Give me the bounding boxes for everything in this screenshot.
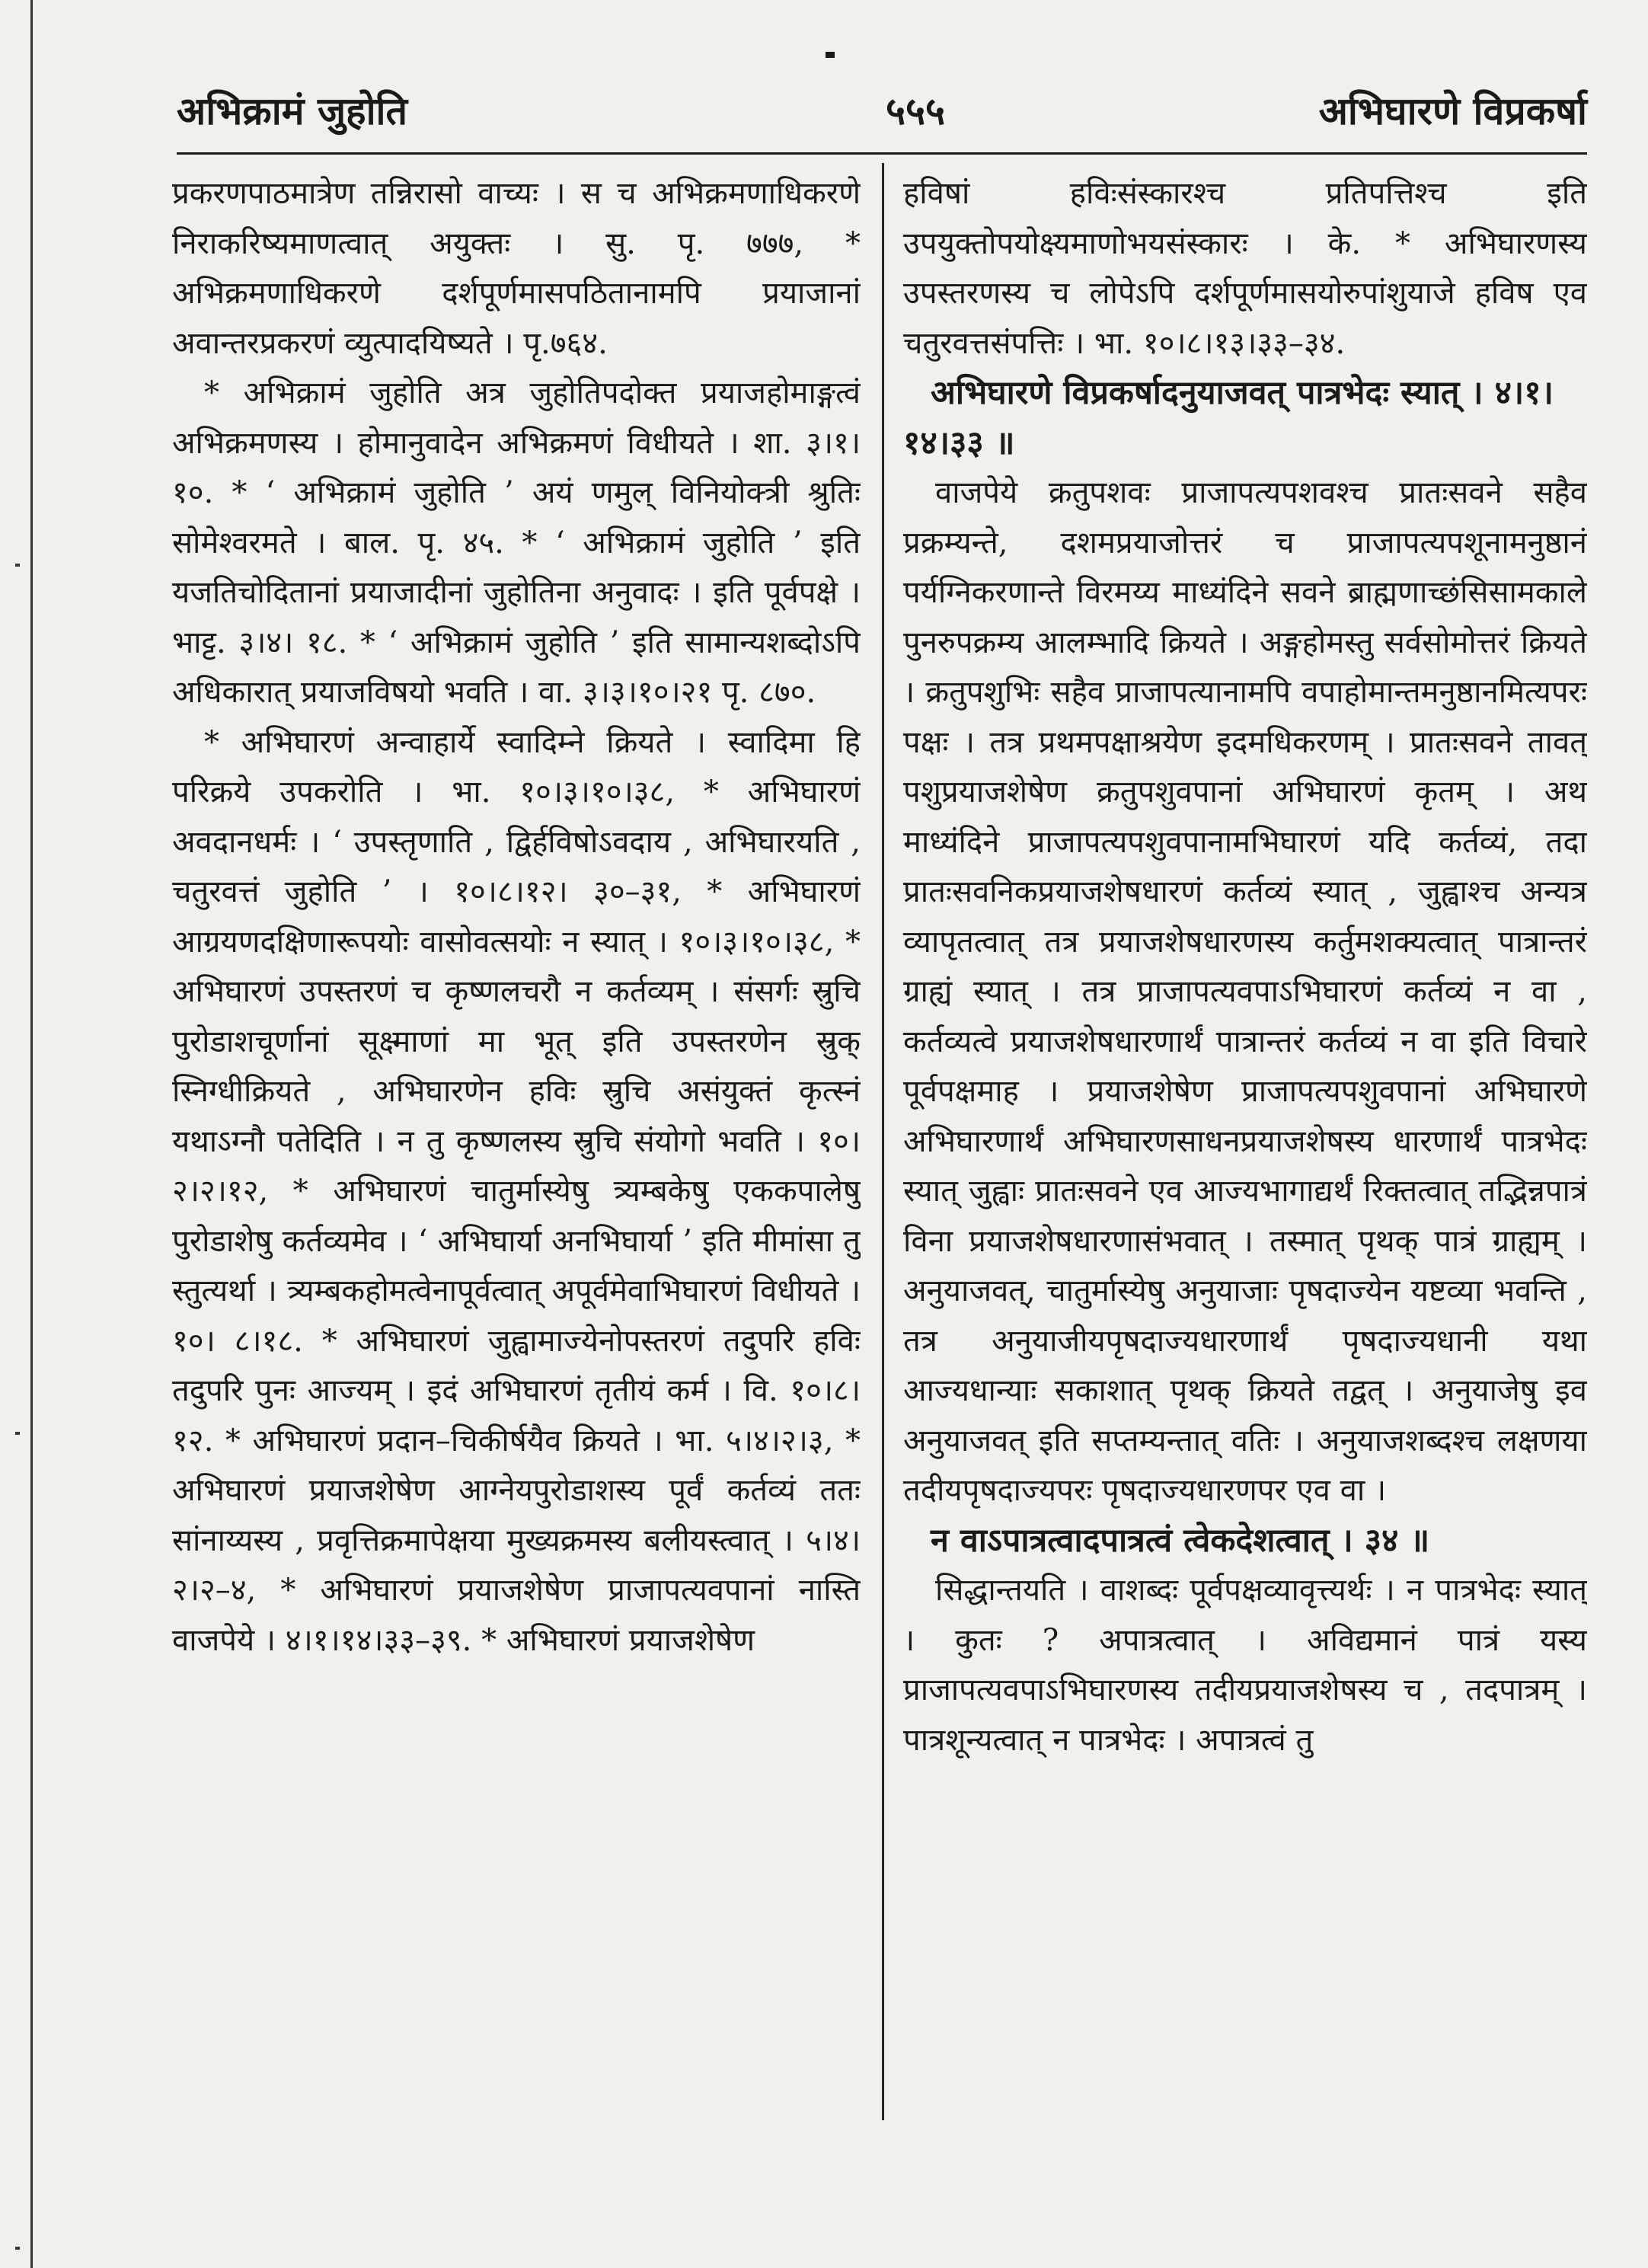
page-number: ५५५ — [886, 88, 945, 133]
page-mark — [826, 52, 835, 58]
right-column — [903, 169, 1587, 2119]
left-column — [172, 169, 861, 2119]
paragraph: * अभिक्रामं जुहोति अत्र जुहोतिपदोक्त प्रयाजहोमाङ्गत्वं अभिक्रमणस्य । होमानुवादेन अभिक्रमणं विधीयते । शा. ३।१।१०. * ‘ अभिक्रामं जुहोति ’ अयं णमुल् विनियोक्त्री श्रुतिः सोमेश्वरमते । बाल. पृ. ४५. * ‘ अभिक्रामं जुहोति ’ इति यजतिचोदितानां प्रयाजादीनां जुहोतिना अनुवादः । इति पूर्वपक्षे । भाट्ट. ३।४। १८. * ‘ अभिक्रामं जुहोति ’ इति सामान्यशब्दोऽपि अधिकारात् प्रयाजविषयो भवति । वा. ३।३।१०।२१ पृ. ८७०. — [172, 375, 861, 710]
paragraph: प्रकरणपाठमात्रेण तन्निरासो वाच्यः । स च अभिक्रमणाधिकरणे निराकरिष्यमाणत्वात् अयुक्तः । सु. पृ. ७७७, * अभिक्रमणाधिकरणे दर्शपूर्णमासपठितानामपि प्रयाजानां अवान्तरप्रकरणं व्युत्पादयिष्यते । पृ.७६४. — [172, 176, 861, 361]
paragraph: सिद्धान्तयति । वाशब्दः पूर्वपक्षव्यावृत्त्यर्थः । न पात्रभेदः स्यात् । कुतः ? अपात्रत्वात् । अविद्यमानं पात्रं यस्य प्राजापत्यवपाऽभिघारणस्य तदीयप्रयाजशेषस्य च , तदपात्रम् । पात्रशून्यत्वात् न पात्रभेदः । अपात्रत्वं तु — [903, 1573, 1587, 1758]
column-divider — [882, 163, 884, 2120]
running-title-left: अभिक्रामं जुहोति — [177, 88, 408, 133]
scan-margin-tick — [15, 2247, 20, 2250]
scan-margin-line — [30, 0, 33, 2268]
paragraph: वाजपेये क्रतुपशवः प्राजापत्यपशवश्च प्रातःसवने सहैव प्रक्रम्यन्ते, दशमप्रयाजोत्तरं च प्राजापत्यपशूनामनुष्ठानं पर्यग्निकरणान्ते विरमय्य माध्यंदिने सवने ब्राह्मणाच्छंसिसामकाले पुनरुपक्रम्य आलम्भादि क्रियते । अङ्गहोमस्तु सर्वसोमोत्तरं क्रियते । क्रतुपशुभिः सहैव प्राजापत्यानामपि वपाहोमान्तमनुष्ठानमित्यपरः पक्षः । तत्र प्रथमपक्षाश्रयेण इदमधिकरणम् । प्रातःसवने तावत् पशुप्रयाजशेषेण क्रतुपशुवपानां अभिघारणं कृतम् । अथ माध्यंदिने प्राजापत्यपशुवपानामभिघारणं यदि कर्तव्यं, तदा प्रातःसवनिकप्रयाजशेषधारणं कर्तव्यं स्यात् , जुह्वाश्च अन्यत्र व्यापृतत्वात् तत्र प्रयाजशेषधारणस्य कर्तुमशक्यत्वात् पात्रान्तरं ग्राह्यं स्यात् । तत्र प्राजापत्यवपाऽभिघारणं कर्तव्यं न वा , कर्तव्यत्वे प्रयाजशेषधारणार्थं पात्रान्तरं कर्तव्यं न वा इति विचारे पूर्वपक्षमाह । प्रयाजशेषेण प्राजापत्यपशुवपानां अभिघारणे अभिघारणार्थं अभिघारणसाधनप्रयाजशेषस्य धारणार्थं पात्रभेदः स्यात् जुह्वाः प्रातःसवने एव आज्यभागाद्यर्थं रिक्तत्वात् तद्भिन्नपात्रं विना प्रयाजशेषधारणासंभवात् । तस्मात् पृथक् पात्रं ग्राह्यम् । अनुयाजवत्, चातुर्मास्येषु अनुयाजाः पृषदाज्येन यष्टव्या भवन्ति , तत्र अनुयाजीयपृषदाज्यधारणार्थं पृषदाज्यधानी यथा आज्यधान्याः सकाशात् पृथक् क्रियते तद्वत् । अनुयाजेषु इव अनुयाजवत् इति सप्तम्यन्तात् वतिः । अनुयाजशब्दश्च लक्षणया तदीयपृषदाज्यपरः पृषदाज्यधारणपर एव वा । — [903, 475, 1587, 1508]
running-title-right: अभिघारणे विप्रकर्षा — [1318, 88, 1587, 133]
paragraph: हविषां हविःसंस्कारश्च प्रतिपत्तिश्च इति उपयुक्तोपयोक्ष्यमाणोभयसंस्कारः । के. * अभिघारणस्य उपस्तरणस्य च लोपेऽपि दर्शपूर्णमासयोरुपांशुयाजे हविष एव चतुरवत्तसंपत्तिः । भा. १०।८।१३।३३–३४. — [903, 176, 1587, 361]
sutra-heading: अभिघारणे विप्रकर्षादनुयाजवत् पात्रभेदः स्यात् । ४।१।१४।३३ ॥ — [903, 374, 1554, 462]
scan-margin-tick — [15, 1432, 20, 1435]
paragraph: * अभिघारणं अन्वाहार्ये स्वादिम्ने क्रियते । स्वादिमा हि परिक्रये उपकरोति । भा. १०।३।१०।३८, * अभिघारणं अवदानधर्मः । ‘ उपस्तृणाति , द्विर्हविषोऽवदाय , अभिघारयति , चतुरवत्तं जुहोति ’ । १०।८।१२। ३०–३१, * अभिघारणं आग्रयणदक्षिणारूपयोः वासोवत्सयोः न स्यात् । १०।३।१०।३८, * अभिघारणं उपस्तरणं च कृष्णलचरौ न कर्तव्यम् । संसर्गः स्रुचि पुरोडाशचूर्णानां सूक्ष्माणां मा भूत् इति उपस्तरणेन स्रुक् स्निग्धीक्रियते , अभिघारणेन हविः स्रुचि असंयुक्तं कृत्स्नं यथाऽग्नौ पतेदिति । न तु कृष्णलस्य स्रुचि संयोगो भवति । १०।२।२।१२, * अभिघारणं चातुर्मास्येषु त्र्यम्बकेषु एककपालेषु पुरोडाशेषु कर्तव्यमेव । ‘ अभिघार्या अनभिघार्या ’ इति मीमांसा तु स्तुत्यर्था । त्र्यम्बकहोमत्वेनापूर्वत्वात् अपूर्वमेवाभिघारणं विधीयते । १०। ८।१८. * अभिघारणं जुह्वामाज्येनोपस्तरणं तदुपरि हविः तदुपरि पुनः आज्यम् । इदं अभिघारणं तृतीयं कर्म । वि. १०।८।१२. * अभिघारणं प्रदान–चिकीर्षयैव क्रियते । भा. ५।४।२।३, * अभिघारणं प्रयाजशेषेण आग्नेयपुरोडाशस्य पूर्वं कर्तव्यं ततः सांनाय्यस्य , प्रवृत्तिक्रमापेक्षया मुख्यक्रमस्य बलीयस्त्वात् । ५।४।२।२–४, * अभिघारणं प्रयाजशेषेण प्राजापत्यवपानां नास्ति वाजपेये । ४।१।१४।३३–३९. * अभिघारणं प्रयाजशेषेण — [172, 724, 861, 1658]
scan-margin-tick — [15, 564, 20, 567]
sutra-heading: न वाऽपात्रत्वादपात्रत्वं त्वेकदेशत्वात् । ३४ ॥ — [931, 1521, 1430, 1560]
running-header — [177, 73, 1587, 142]
header-rule — [177, 152, 1587, 155]
